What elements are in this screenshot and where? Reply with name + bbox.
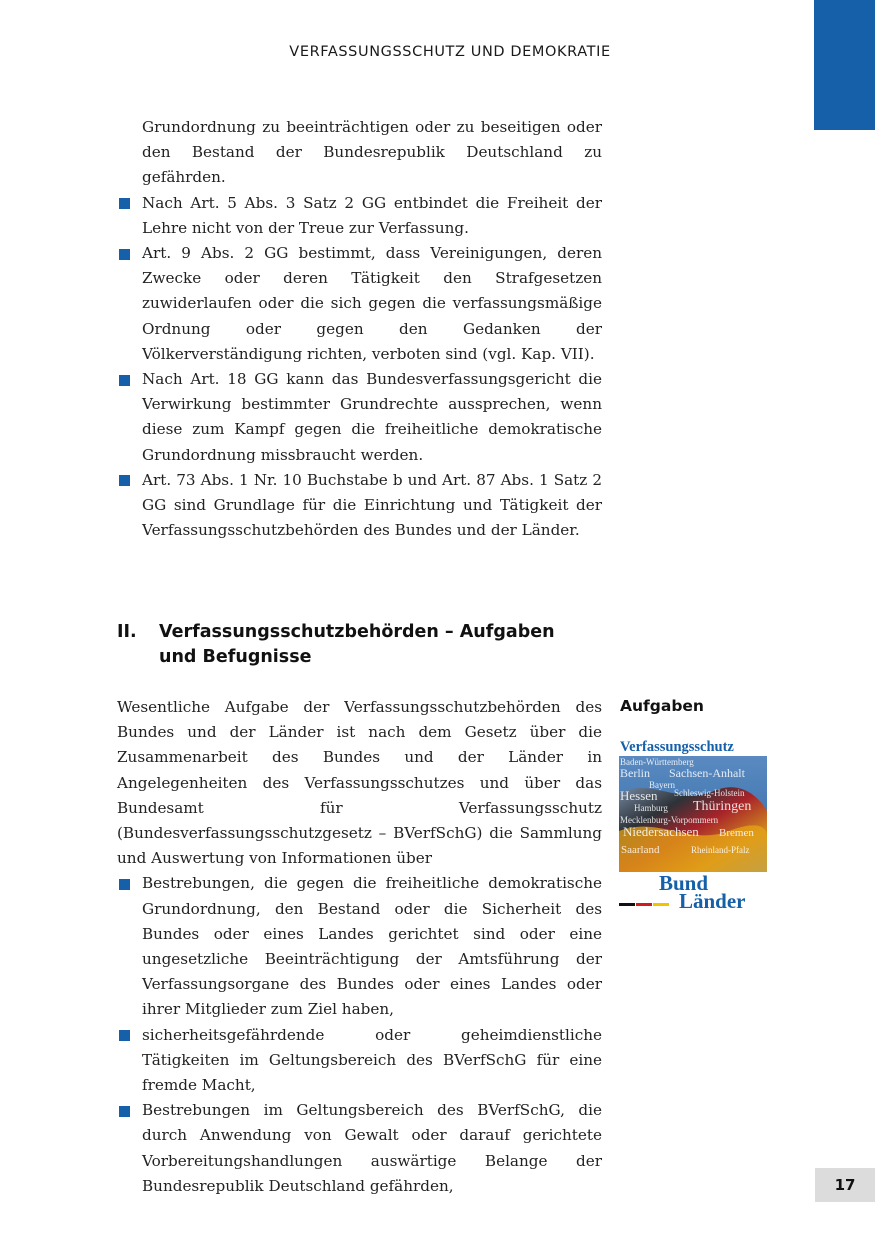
list-item — [117, 1098, 602, 1199]
section-title: Verfassungsschutzbehörden – Aufgaben und Befugnisse — [159, 622, 555, 667]
logo-black-stripe — [619, 903, 635, 906]
running-header: VERFASSUNGSSCHUTZ UND DEMOKRATIE — [289, 44, 611, 60]
list-item — [117, 367, 602, 468]
state-name: Thüringen — [693, 799, 752, 814]
margin-label: Aufgaben — [620, 697, 704, 715]
verfassungsschutz-logo — [619, 736, 767, 912]
top-text-block — [117, 115, 602, 543]
state-name: Berlin — [620, 766, 650, 780]
state-name: Niedersachsen — [623, 824, 699, 839]
square-bullet-icon — [119, 249, 130, 260]
chapter-color-tab — [814, 0, 875, 130]
list-item — [117, 191, 602, 241]
logo-word-bund: Bund — [659, 871, 709, 895]
state-name: Hamburg — [634, 803, 668, 813]
section-number: II. — [117, 622, 137, 642]
intro-paragraph: Wesentliche Aufgabe der Verfassungsschutzbehörden des Bundes und der Länder ist nach dem Gesetz über die Zusammenarbeit des Bundes und der Länder in Angelegenheiten des Verfassungsschutzes und über das Bundesamt für Verfassungsschutz (Bundesverfassungsschutzgesetz – BVerfSchG) die Sammlung und Auswertung von Informationen über — [117, 698, 602, 868]
state-name: Baden-Württemberg — [620, 757, 694, 767]
list-item-text: Nach Art. 18 GG kann das Bundesverfassungsgericht die Verwirkung bestimmter Grundrechte aussprechen, wenn diese zum Kampf gegen die freiheitliche demokratische Grundordnung missbraucht werden. — [142, 370, 602, 464]
logo-red-stripe — [636, 903, 652, 906]
list-item-text: Bestrebungen im Geltungsbereich des BVerfSchG, die durch Anwendung von Gewalt oder darauf gerichtete Vorbereitungshandlungen auswärtige Belange der Bundesrepublik Deutschland gefährden, — [142, 1101, 602, 1195]
list-item-text: Art. 9 Abs. 2 GG bestimmt, dass Vereinigungen, deren Zwecke oder deren Tätigkeit den Strafgesetzen zuwiderlaufen oder die sich gegen die verfassungsmäßige Ordnung oder gegen den Gedanken der Völkerverständigung richten, verboten sind (vgl. Kap. VII). — [142, 244, 602, 363]
state-name: Mecklenburg-Vorpommern — [620, 815, 719, 825]
list-item-text: sicherheitsgefährdende oder geheimdienstliche Tätigkeiten im Geltungsbereich des BVerfSchG für eine fremde Macht, — [142, 1025, 602, 1095]
square-bullet-icon — [119, 375, 130, 386]
list-item-text: Art. 73 Abs. 1 Nr. 10 Buchstabe b und Art. 87 Abs. 1 Satz 2 GG sind Grundlage für die Einrichtung und Tätigkeit der Verfassungsschutzbehörden des Bundes und der Länder. — [142, 470, 602, 540]
square-bullet-icon — [119, 879, 130, 890]
square-bullet-icon — [119, 1030, 130, 1041]
state-name: Bremen — [719, 827, 754, 839]
list-item — [117, 468, 602, 544]
state-name: Rheinland-Pfalz — [691, 845, 750, 855]
logo-gold-stripe — [653, 903, 669, 906]
list-item — [117, 241, 602, 367]
section-heading — [117, 620, 577, 670]
state-name: Schleswig-Holstein — [674, 788, 745, 798]
list-item — [117, 1023, 602, 1099]
state-name: Sachsen-Anhalt — [669, 766, 745, 780]
list-item — [117, 871, 602, 1022]
state-name: Bayern — [649, 780, 675, 790]
list-item-text: Nach Art. 5 Abs. 3 Satz 2 GG entbindet die Freiheit der Lehre nicht von der Treue zur Verfassung. — [142, 193, 602, 237]
list-item-text: Bestrebungen, die gegen die freiheitliche demokratische Grundordnung, den Bestand oder die Sicherheit des Bundes oder eines Landes gerichtet sind oder eine ungesetzliche Beeinträchtigung der Amtsführung der Verfassungsorgane des Bundes oder eines Landes oder ihrer Mitglieder zum Ziel haben, — [142, 874, 602, 1019]
state-name: Hessen — [620, 788, 658, 803]
page-number: 17 — [815, 1168, 875, 1202]
square-bullet-icon — [119, 475, 130, 486]
square-bullet-icon — [119, 198, 130, 209]
logo-title: Verfassungsschutz — [620, 739, 734, 755]
aufgaben-bullet-list — [117, 871, 602, 1199]
grundgesetz-bullet-list — [117, 191, 602, 544]
continuation-paragraph: Grundordnung zu beeinträchtigen oder zu beseitigen oder den Bestand der Bundesrepublik Deutschland zu gefährden. — [142, 118, 602, 187]
logo-word-laender: Länder — [679, 889, 746, 912]
section-text-block — [117, 695, 602, 1199]
square-bullet-icon — [119, 1106, 130, 1117]
state-name: Saarland — [621, 844, 660, 856]
